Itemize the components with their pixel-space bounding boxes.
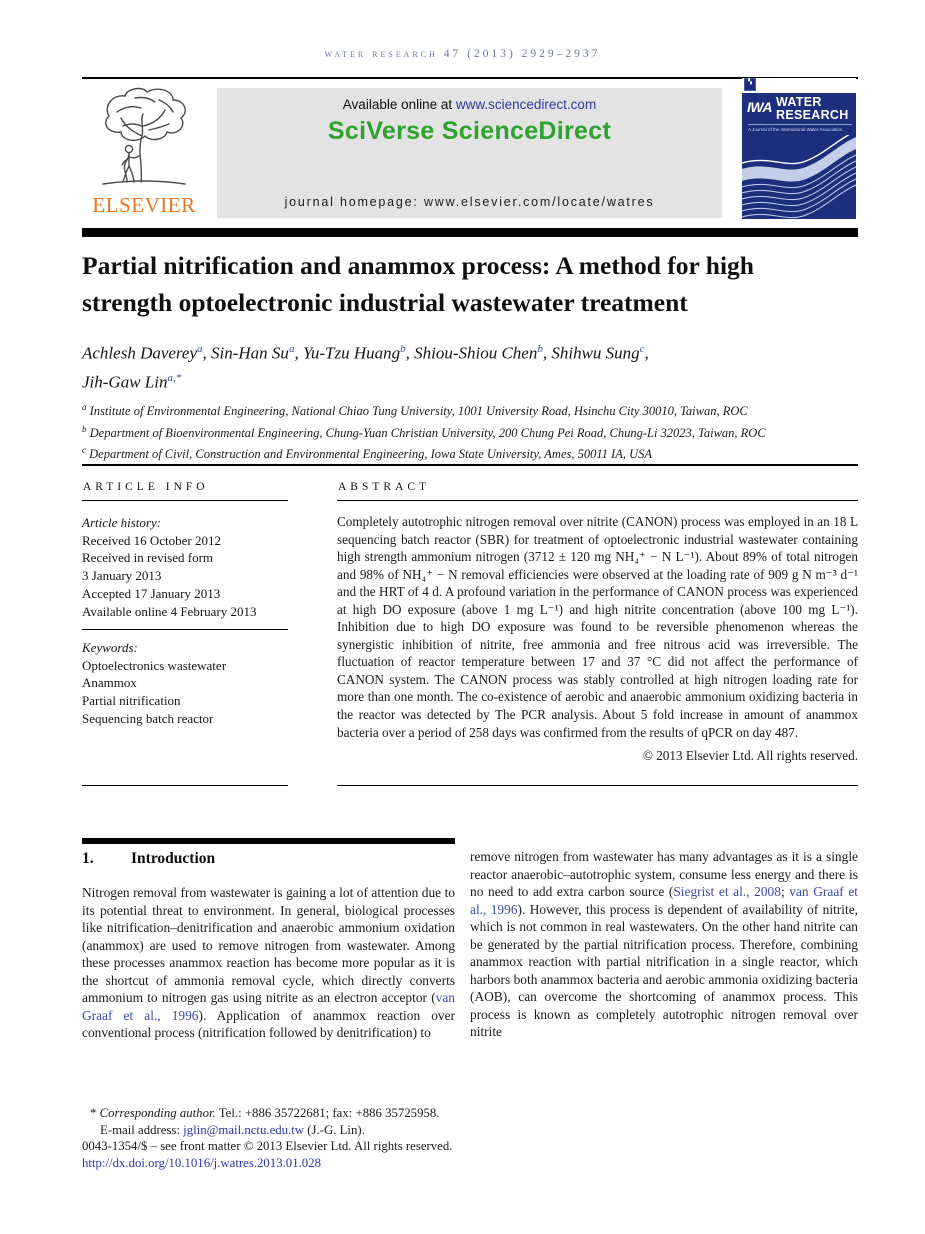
- sciencedirect-link[interactable]: www.sciencedirect.com: [455, 97, 597, 112]
- doi-link[interactable]: http://dx.doi.org/10.1016/j.watres.2013.01.028: [82, 1155, 321, 1170]
- article-info-rule: [82, 500, 288, 501]
- journal-reference: water research 47 (2013) 2929–2937: [324, 48, 601, 60]
- journal-cover: [742, 78, 856, 219]
- section-rule: [82, 464, 858, 466]
- cover-subtitle: A Journal of the International Water Association: [748, 124, 852, 132]
- journal-cover-art: [742, 93, 856, 219]
- article-title-line2: strength optoelectronic industrial wastewater treatment: [82, 288, 688, 317]
- author-line-1: Achlesh Daverey$^a$, Sin-Han Su$^a$, Yu-Tzu Huang$^b$, Shiou-Shiou Chen$^b$, Shihwu Sung$^c$,: [82, 343, 649, 363]
- author: Shiou-Shiou Chen: [414, 343, 538, 363]
- keyword-item: Optoelectronics wastewater: [82, 657, 227, 673]
- author-affiliation-mark: a: [288, 343, 295, 355]
- author: Yu-Tzu Huang: [302, 343, 401, 363]
- corresponding-author-line: * Corresponding author. Tel.: +886 35722681; fax: +886 35725958.: [90, 1106, 440, 1120]
- history-line: Received in revised form: [82, 550, 214, 566]
- elsevier-wordmark: ELSEVIER: [92, 193, 196, 217]
- keywords-rule: [82, 629, 288, 630]
- author: Sin-Han Su: [211, 343, 289, 363]
- article-history-label: Article history:: [82, 515, 162, 530]
- abstract-text: Completely autotrophic nitrogen removal over nitrite (CANON) process was employed in an 18 L sequencing batch reactor (SBR) for treatment of optoelectronic industrial wastewater containing high strength ammonium nitrogen (3712 ± 120 mg NH₄⁺ − N L⁻¹). About 89% of total nitrogen and 98% of NH₄⁺ − N removal efficiencies were observed at the loading rate of 909 g N m⁻³ d⁻¹ and the HRT of 4 d. A profound variation in the performance of CANON process was experienced at high DO exposure (above 1 mg L⁻¹) and high nitrite concentration (above 100 mg L⁻¹). Inhibition due to high DO exposure was found to be reversible phenomenon whereas the synergistic inhibition of nitrite, free ammonia and free nitrous acid was irreversible. The fluctuation of reactor temperature between 17 and 37 °C did not affect the performance of CANON system. The CANON process was stably controlled at high nitrogen loading rate for more than one month. The co-existence of aerobic and anaerobic ammonium oxidizing bacteria in the reactor was detected by The PCR analysis. About 5 fold increase in amount of anammox bacteria over a period of 258 days was confirmed from the results of qPCR on day 487.: [337, 514, 858, 740]
- author: Achlesh Daverey: [82, 343, 198, 363]
- author-affiliation-mark: b: [400, 343, 406, 355]
- article-history: [82, 514, 332, 620]
- intro-paragraph-right: remove nitrogen from wastewater has many advantages as it is a single reactor anaerobic–autotrophic system, consume less energy and there is no need to add extra carbon source (Siegrist et al., 2008; van Graaf et al., 1996). However, this process is dependent of availability of nitrite, which is not common in real wastewaters. On the other hand nitrite can be generated by the partial nitrification process. Therefore, combining anammox reaction with partial nitrification in a single reactor, which harbors both anammox bacteria and aerobic ammonia oxidizing bacteria (AOB), can overcome the shortcoming of anammox process. This process is known as completely autotrophic nitrogen removal over nitrite: [470, 849, 859, 1039]
- footnote-block: [82, 1105, 682, 1171]
- keyword-item: Anammox: [82, 675, 137, 691]
- title-divider-bar: [82, 228, 858, 237]
- available-online-text: Available online at: [342, 97, 456, 112]
- author: Shihwu Sung: [551, 343, 640, 363]
- cover-title: WATER RESEARCH: [776, 95, 849, 122]
- email-link[interactable]: jglin@mail.nctu.edu.tw: [183, 1122, 305, 1137]
- abstract-heading: ABSTRACT: [338, 481, 431, 493]
- sciverse-sciencedirect-logo: SciVerse ScienceDirect: [327, 117, 612, 145]
- author-line-2: [82, 366, 858, 395]
- article-title: [82, 247, 858, 321]
- citation-link[interactable]: Siegrist et al., 2008: [673, 884, 781, 899]
- affiliation: $^c$ Department of Civil, Construction and Environmental Engineering, Iowa State University, Ames, 50011 IA, USA: [82, 445, 653, 462]
- history-line: Received 16 October 2012: [82, 532, 221, 548]
- iwa-mini-logo: ▚: [744, 78, 756, 91]
- history-line: Accepted 17 January 2013: [82, 585, 221, 601]
- article-info-heading: ARTICLE INFO: [83, 481, 209, 493]
- citation-link[interactable]: van Graaf et al., 1996: [82, 990, 455, 1023]
- affiliation: $^b$ Department of Bioenvironmental Engineering, Chung-Yuan Christian University, 200 Chung Pei Road, Chung-Li 32023, Taiwan, ROC: [82, 423, 766, 440]
- author: Jih-Gaw Lin: [82, 372, 168, 392]
- abstract: [337, 513, 858, 765]
- article-title-line1: Partial nitrification and anammox process: A method for high: [82, 251, 754, 280]
- journal-homepage-line[interactable]: journal homepage: www.elsevier.com/locate/watres: [284, 195, 655, 209]
- author-list: [82, 337, 858, 394]
- affiliations: [82, 399, 858, 464]
- keyword-item: Partial nitrification: [82, 693, 181, 709]
- author-affiliation-mark: c: [639, 343, 645, 355]
- abstract-copyright: © 2013 Elsevier Ltd. All rights reserved.: [642, 748, 858, 764]
- section-number: 1.: [82, 850, 94, 867]
- abstract-bottom-rule: [337, 785, 858, 786]
- keywords: [82, 639, 332, 728]
- section-title: Introduction: [131, 850, 216, 867]
- email-line: E-mail address: jglin@mail.nctu.edu.tw (J.-G. Lin).: [100, 1122, 365, 1137]
- section-1-heading: [82, 850, 455, 868]
- elsevier-tree-icon: [89, 177, 199, 194]
- author-affiliation-mark: a: [197, 343, 203, 355]
- citation-link[interactable]: van Graaf et al., 1996: [470, 884, 859, 917]
- author-affiliation-mark: a,*: [167, 371, 182, 384]
- abstract-rule: [337, 500, 858, 501]
- cover-waves-graphic: [742, 135, 856, 219]
- available-online-line: [217, 97, 722, 112]
- publisher-banner: [217, 88, 722, 218]
- affiliation: $^a$ Institute of Environmental Engineering, National Chiao Tung University, 1001 University Road, Hsinchu City 30010, Taiwan, ROC: [82, 402, 748, 419]
- info-bottom-rule: [82, 785, 288, 786]
- author-affiliation-mark: b: [537, 343, 543, 355]
- keyword-item: Sequencing batch reactor: [82, 710, 214, 726]
- section-1-bar: [82, 838, 455, 844]
- intro-paragraph-left: Nitrogen removal from wastewater is gaining a lot of attention due to its potential threat to environment. In general, biological processes like nitrification–denitrification and anaerobic ammonium oxidation (anammox) are used to remove nitrogen from wastewater. Among these processes anammox reaction has become more popular as it is the shortcut of ammonia removal cycle, which directly converts ammonium to nitrogen gas using nitrite as an electron acceptor (van Graaf et al., 1996). Application of anammox reaction over conventional process (nitrification followed by denitrification) to: [82, 885, 456, 1040]
- history-line: 3 January 2013: [82, 568, 162, 584]
- iwa-logo: IWA: [747, 99, 772, 115]
- elsevier-logo: [80, 86, 208, 218]
- keywords-label: Keywords:: [82, 640, 138, 655]
- issn-line: 0043-1354/$ – see front matter © 2013 Elsevier Ltd. All rights reserved.: [82, 1139, 453, 1153]
- history-line: Available online 4 February 2013: [82, 603, 257, 619]
